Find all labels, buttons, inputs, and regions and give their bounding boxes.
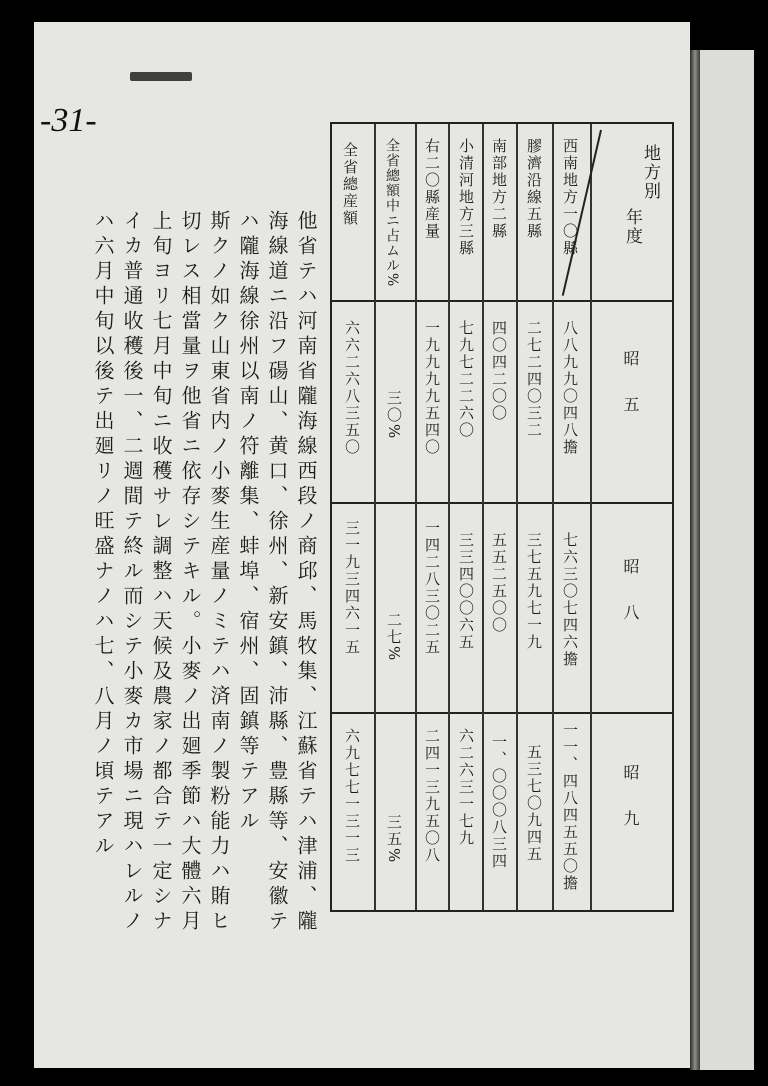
body-line: 海線道ニ沿フ碭山、黄口、徐州、新安鎮、沛縣、豊縣等、安徽テ (265, 210, 289, 935)
table-cell: 六二六三一七九 (457, 728, 475, 847)
table-cell: 五三七〇九四五 (525, 744, 543, 863)
year-3: 昭九 (621, 764, 640, 856)
wheat-production-table (330, 122, 674, 912)
table-cell: 二七% (385, 612, 403, 663)
row-label: 右二〇縣産量 (423, 138, 441, 240)
body-line: ハ隴海線徐州以南ノ符離集、蚌埠、宿州、固鎮等テアル (236, 210, 260, 835)
table-cell: 五五二五〇〇 (490, 532, 508, 634)
body-line: 切レス相當量ヲ他省ニ依存シテキル。小麥ノ出廻季節ハ大體六月 (178, 210, 202, 935)
table-cell: 二七二四〇三二 (525, 320, 543, 439)
body-line: 他省テハ河南省隴海線西段ノ商邱、馬牧集、江蘇省テハ津浦、隴 (294, 210, 318, 935)
table-cell: 三五% (385, 814, 403, 865)
table-cell: 一九九九九五四〇 (423, 320, 441, 456)
row-label: 全省總産額 (341, 142, 359, 227)
page-number: -31- (40, 102, 97, 139)
year-2: 昭八 (621, 558, 640, 650)
body-line: 斯クノ如ク山東省内ノ小麥生産量ノミテハ済南ノ製粉能力ハ賄ヒ (207, 210, 231, 935)
row-label: 西南地方一〇縣 (561, 138, 579, 257)
table-cell: 八八九九〇四八擔 (561, 320, 579, 456)
table-cell: 三〇% (385, 390, 403, 441)
header-region: 地方別 (640, 144, 660, 201)
table-cell: 六六二六八三五〇 (343, 320, 361, 456)
table-cell: 七六三〇七四六擔 (561, 532, 579, 668)
table-cell: 三七五九七一九 (525, 532, 543, 651)
table-cell: 六九七七一三一三 (343, 728, 361, 864)
adjacent-page (700, 50, 754, 1070)
table-cell: 三三四〇〇六五 (457, 532, 475, 651)
row-label: 小清河地方三縣 (457, 138, 475, 257)
table-cell: 一一、四八四五五〇擔 (561, 722, 579, 892)
table-cell: 一四二八三〇二五 (423, 520, 441, 656)
ink-smudge (130, 72, 192, 81)
header-year: 年度 (622, 208, 642, 246)
book-spine (690, 50, 700, 1070)
body-line: 上旬ヨリ七月中旬ニ收穫サレ調整ハ天候及農家ノ都合テ一定シナ (149, 210, 173, 935)
table-cell: 七九七二二六〇 (457, 320, 475, 439)
body-line: ハ六月中旬以後テ出廻リノ旺盛ナノハ七、八月ノ頃テアル (91, 210, 115, 860)
table-cell: 一、〇〇〇八三四 (490, 734, 508, 870)
body-line: イカ普通收穫後一、二週間テ終ル而シテ小麥カ市場ニ現ハレルノ (120, 210, 144, 935)
table-cell: 四〇四二〇〇 (490, 320, 508, 422)
year-1: 昭五 (621, 350, 640, 442)
table-cell: 二四一三九五〇八 (423, 728, 441, 864)
row-label: 膠濟沿線五縣 (525, 138, 543, 240)
body-text (88, 210, 320, 1010)
document-page (34, 22, 690, 1068)
row-label: 南部地方二縣 (490, 138, 508, 240)
table-cell: 三一九三四六一五 (343, 520, 361, 656)
row-label: 全省總額中ニ占ムル% (384, 138, 400, 288)
